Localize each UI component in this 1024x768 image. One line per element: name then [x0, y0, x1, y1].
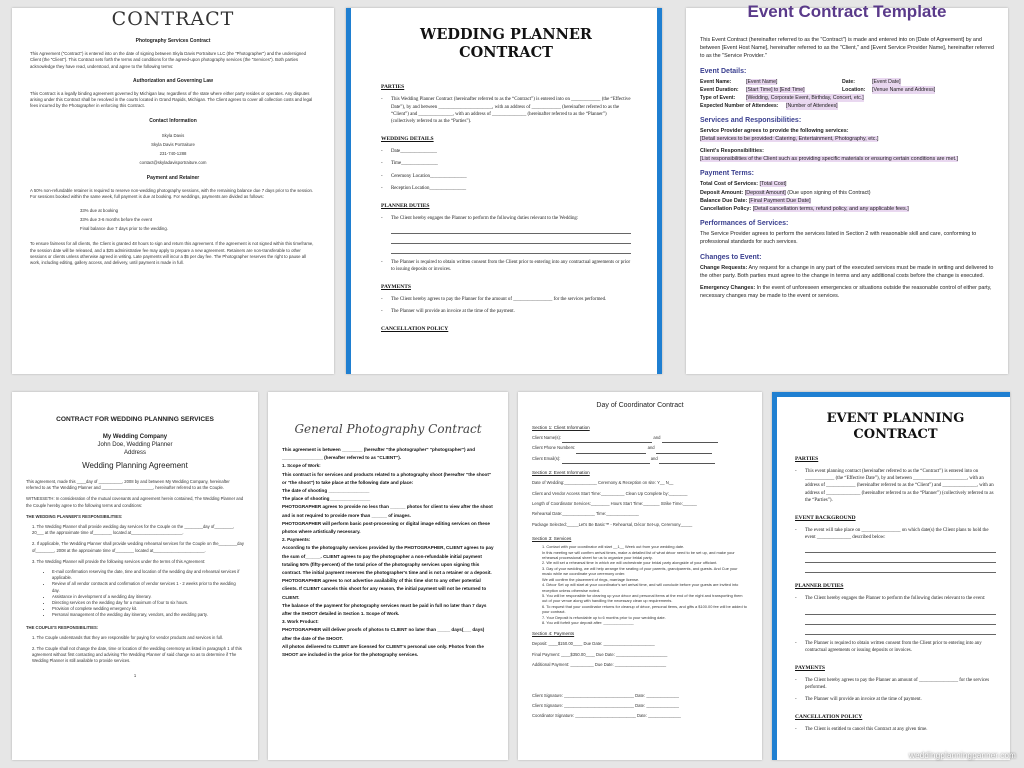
field-label: Event Duration:: [700, 86, 739, 93]
field-value: [Event Name]: [746, 78, 778, 85]
list-item: • Assistance in development of a wedding day itinerary.: [52, 594, 244, 600]
event-planning-contract-page: [772, 392, 1010, 760]
page-title: Day of Coordinator Contract: [596, 402, 684, 409]
form-row: Final Payment: ____$350.00____ Due Date: ______________________: [532, 651, 668, 657]
section-heading: Section 4: Payments: [532, 631, 575, 637]
wedding-planning-services-page: [12, 392, 258, 760]
contact-line: 231-740-1288: [159, 150, 187, 156]
intro-paragraph: This Event Contract (hereinafter referred to as the "Contract") is made and entered into on [Date of Agreement] by and between [Event Host Name], hereinafter referred to as the "Client," and [Event Service Provider Name], hereinafter referred to as the "Service Provider.": [700, 37, 994, 60]
field-value: [Venue Name and Address]: [872, 86, 936, 93]
field-row: [700, 78, 994, 86]
day-of-coordinator-contract-page: [518, 392, 762, 760]
section-heading: Payment and Retainer: [146, 174, 200, 181]
page-title: CONTRACT FOR WEDDING PLANNING SERVICES: [56, 416, 214, 423]
blank-line: [562, 459, 650, 464]
parties-clause: - This Wedding Planner Contract (hereinafter referred to as the “Contract”) is entered into on ____________ (the “Effective Date”), by and between ______________________, with an address of ____________ (hereinafter referred to as the “Client”) and ______________, with an address of ______________ (hereinafter referred to as the “Planner”) (collectively referred to as the “Parties”).: [381, 96, 631, 126]
section-heading: PLANNER DUTIES: [795, 583, 844, 590]
page-title: General Photography Contract: [294, 422, 482, 436]
field-note: (Due upon signing of this Contract): [787, 189, 871, 196]
duties-clause: - The Client hereby engages the Planner to perform the following duties relevant to the event:: [795, 595, 996, 602]
blank-line: [805, 628, 996, 635]
payment-row: [700, 189, 994, 197]
field-label: Event Name:: [700, 78, 732, 85]
contract-paragraph: PHOTOGRAPHER will perform basic post-processing or digital image editing services on these photos where artistically necessary.: [282, 520, 490, 535]
detail-field: - Ceremony Location_______________: [381, 173, 631, 180]
form-row: Client Email(s): and: [532, 454, 748, 464]
blank-line: [805, 566, 996, 573]
payment-paragraph: A 50% non-refundable retainer is required to reserve non-wedding photography sessions, with the remaining balance due 7 days prior to the session. For sessions booked within the same week, full payment is due at booking. For weddings, payments are divided as follows:: [30, 187, 314, 200]
field-label: Expected Number of Attendees:: [700, 102, 779, 109]
list-item: • E-mail confirmation reserving the date, time and location of the wedding day and rehearsal services if applicable.: [52, 569, 244, 581]
section-heading: CANCELLATION POLICY: [795, 713, 863, 720]
section-heading: Services and Responsibilities:: [700, 116, 802, 124]
auth-paragraph: This Contract is a legally binding agreement governed by Michigan law, regardless of the state where either party resides or operates. Any disputes arising under this Contract shall be resolved in the courts located in Grand Rapids, Michigan. The Client agrees to cover all collection costs and legal fees incurred by the Photographer in enforcing this Contract.: [30, 90, 313, 109]
field-value: [Total Cost]: [759, 181, 787, 188]
field-row: [700, 102, 994, 110]
payment-clause: - The Client hereby agrees to pay the Planner an amount of ________________ for the services performed.: [795, 677, 996, 692]
field-value: [Detail cancellation terms, refund policy, and any applicable fees.]: [752, 206, 909, 213]
clause: 2. The Couple shall not change the date, time or location of the wedding ceremony as listed in paragraph 1 of this agreement without first contacting and advising The Wedding Planner of said change so as to determine if The Wedding Planner is still available to provide services.: [32, 646, 242, 664]
list-item: We will confirm the placement of rings, marriage license.: [542, 576, 640, 582]
section-heading: Performances of Services:: [700, 220, 789, 228]
list-item: 4. Décor Set up will start at your coordinator's set arrival time, and will conclude before your guests are invited into reception unless otherwise noted.: [542, 582, 739, 593]
clause: 1. The Wedding Planner shall provide wedding day services for the Couple on the ________day of________, 20___ at the approximate time of________ located at______________________.: [32, 524, 235, 536]
clause: 1. The Couple understands that they are responsible for paying for vendor products and services in full.: [32, 634, 224, 640]
form-label: Client Email(s):: [532, 455, 561, 461]
contract-paragraph: This agreement is between ________ (hereafter "the photographer" "photographer") and ________________ (hereafter referred to as "CLIENT").: [282, 447, 476, 461]
section-heading: PAYMENTS: [381, 283, 411, 290]
field-label: Service Provider agrees to provide the following services:: [700, 127, 849, 134]
watermark-text: weddingplanningpanner.com: [909, 751, 1016, 760]
change-paragraph: [700, 264, 994, 280]
form-row: Length of Coordinator Services:________ Hours Start Time:_______ Strike Time:______: [532, 501, 697, 507]
opening-paragraph: This agreement, made this ____day of __________, 2008 by and between My Wedding Company, hereinafter referred to as The Wedding Planner and ______________________, hereinafter referred to as the Couple.: [26, 479, 230, 491]
list-item: 8. You will forfeit your deposit after: ______________: [542, 619, 634, 625]
emergency-text: In the event of unforeseen emergencies or situations outside the reasonable control of either party, necessary changes may be made to the event or services.: [700, 285, 992, 300]
contact-line: contact@skyladavisportraiture.com: [139, 159, 207, 165]
company-address: Address: [123, 450, 146, 456]
field-label: Deposit Amount:: [700, 189, 744, 196]
emergency-paragraph: [700, 284, 994, 300]
section-heading: Section 3: Services: [532, 536, 572, 542]
change-text: Any request for a change in any part of the executed services must be made in writing and delivered to the other party. Both parties must agree to the change in terms and any additional costs before the change is executed.: [700, 264, 994, 279]
section-heading: EVENT BACKGROUND: [795, 514, 856, 521]
contract-subtitle: Photography Services Contract: [135, 38, 211, 44]
services-list: [26, 569, 244, 619]
form-row: Package Selected:_____Let's Be Basic™ - Rehearsal, Décor Set-up, Ceremony_____: [532, 521, 693, 527]
payment-clause: - The Client hereby agrees to pay the Planner for the amount of ________________ for the services performed.: [381, 296, 631, 303]
list-item: In this meeting we will confirm arrival times, make a detailed list of what décor need to be set up, and make your rehearsal processional sheet for us to organize your bridal party.: [542, 549, 735, 561]
payment-row: [700, 197, 994, 205]
duties-clause: - The Planner is required to obtain written consent from the Client prior to entering into any contractual agreements or issuing deposits or invoices.: [795, 640, 996, 655]
page-title: Event Contract Template: [747, 2, 947, 21]
section-heading: Payment Terms:: [700, 170, 754, 178]
general-photography-contract-page: [268, 392, 508, 760]
list-item: • Provision of complete wedding emergency kit.: [52, 606, 244, 612]
blank-line: [659, 459, 715, 464]
section-heading: PARTIES: [381, 84, 405, 91]
field-label: Total Cost of Services:: [700, 181, 759, 188]
payment-row: [700, 205, 994, 213]
blank-line: [391, 227, 631, 234]
contact-line: Skyla Davis: [161, 132, 185, 138]
field-label: Location:: [842, 86, 866, 93]
contract-paragraph: The date of shooting ________________: [282, 488, 370, 494]
form-row: Client and Vendor Access Start Time:__________ Clean Up Complete by:________: [532, 490, 688, 496]
detail-field: - Reception Location_______________: [381, 185, 631, 192]
agreement-heading: Wedding Planning Agreement: [82, 461, 188, 470]
schedule-item: 33% due 3-6 months before the event: [80, 217, 152, 223]
clause: 3. The Wedding Planner will provide the following services under the terms of this Agreement:: [32, 558, 206, 564]
signature-row: Client Signature: ______________________________ Date: ______________: [532, 702, 679, 708]
list-item: 1. Contact with your coordinator will start __1__ Week out from your wedding date.: [542, 544, 685, 550]
signature-row: Client Signature: ______________________________ Date: ______________: [532, 692, 679, 698]
contract-paragraph: 1. Scope of Work:: [282, 463, 321, 469]
intro-paragraph: This Agreement ("Contract") is entered into on the date of signing between Skyla Davis Portraiture LLC (the "Photographer") and the undersigned Client (the "Client"). This Contract sets forth the terms and conditions for the agreed-upon photography services (the "Services"). Both parties acknowledge they have read, understood, and agree to the following terms:: [30, 51, 307, 69]
clause: 2. If applicable, The Wedding Planner shall provide wedding rehearsal services for the Couple on the________day of________, 2008 at the approximate time of________ located at______________________.: [32, 541, 244, 553]
field-row: [700, 94, 994, 102]
page-title: EVENT PLANNING CONTRACT: [826, 411, 965, 443]
company-name: My Wedding Company: [102, 434, 168, 440]
section-heading: Contact Information: [149, 117, 197, 124]
planner-name: John Doe, Wedding Planner: [97, 442, 173, 448]
field-label: Cancellation Policy:: [700, 206, 752, 213]
field-label: Emergency Changes:: [700, 285, 756, 292]
form-label: Client Phone Numbers:: [532, 445, 576, 451]
field-label: Type of Event:: [700, 94, 736, 101]
section-heading: Authorization and Governing Law: [133, 77, 213, 84]
contract-paragraph: The place of shooting________________: [282, 496, 371, 502]
list-item: 5. You will be responsible for clearing up your décor and personal items at the end of the night and transporting them out of your venue along with handling the necessary clean up requirements.: [542, 592, 743, 604]
field-value: [Final Payment Due Date]: [748, 197, 811, 204]
cancel-clause: - The Client is entitled to cancel this Contract at any given time.: [795, 726, 996, 733]
field-value: [Number of Attendees]: [786, 102, 838, 109]
parties-clause: - This event planning contract (hereinafter referred to as the “Contract”) is entered into on ____________ (the “Effective Date”), by and between ______________________, with an address of ____________ (hereinafter referred to as the “Client”) and ______________, with an address of ______________ (hereinafter referred to as the “Planner”) (collectively referred to as the “Parties”).: [795, 468, 996, 505]
contract-paragraph: PHOTOGRAPHER will deliver proofs of photos to CLIENT no later than _____ days(___ days) after the date of the SHOOT.: [282, 627, 485, 641]
blank-line: [805, 618, 996, 625]
payment-schedule: [30, 206, 316, 233]
blank-line: [391, 237, 631, 244]
section-heading: Event Details:: [700, 67, 747, 75]
perf-paragraph: The Service Provider agrees to perform the services listed in Section 2 with reasonable skill and care, conforming to professional standards for such services.: [700, 231, 977, 246]
field-value: [Start Time] to [End Time]: [746, 86, 805, 93]
form-row: Client Phone Numbers: and: [532, 443, 748, 453]
contract-paragraph: PHOTOGRAPHER agrees to provide no less than ______ photos for client to view after the shoot and is not required to provide more than ______ of images.: [282, 504, 493, 518]
blank-line: [391, 247, 631, 254]
payment-clause: - The Planner will provide an invoice at the time of the payment.: [381, 308, 631, 315]
section-heading: Section 2: Event Information: [532, 470, 590, 476]
page-title: WEDDING PLANNER CONTRACT: [420, 26, 592, 62]
blank-line: [805, 608, 996, 615]
form-row: Deposit: ____$150.00____ Due Date: ______________________: [532, 641, 655, 647]
form-label: Client Name(s):: [532, 435, 562, 440]
schedule-item: Final balance due 7 days prior to the wedding.: [80, 226, 168, 232]
detail-field: - Date_______________: [381, 148, 631, 155]
services-list: [532, 544, 748, 625]
list-item: 3. Day of your wedding, we will help arrange the seating of your parents, grandparents, and guests. And Cue your music while we coordinate your ceremony order.: [542, 565, 738, 577]
payment-clause: - The Planner will provide an invoice at the time of payment.: [795, 696, 996, 703]
contact-line: Skyla Davis Portraiture: [151, 141, 195, 147]
list-item: 2. We will set a rehearsal time in which we will orchestrate your bridal party alongside of your officiant.: [542, 560, 718, 566]
list-item: 6. To request that your coordinator returns for cleanup of décor, personal items, and gifts a $100.00 fee will be added to your contract.: [542, 603, 747, 615]
schedule-item: 33% due at booking: [80, 208, 118, 214]
field-value: [Wedding, Corporate Event, Birthday, Concert, etc.]: [746, 94, 864, 101]
section-heading: Changes to Event:: [700, 253, 762, 261]
section-heading: PARTIES: [795, 455, 819, 462]
field-label: Change Requests:: [700, 264, 748, 271]
form-row: Rehearsal Date:______________ Time:______________: [532, 511, 639, 517]
field-value: [Deposit Amount]: [744, 189, 786, 196]
section-heading: PLANNER DUTIES: [381, 202, 430, 209]
field-value: [List responsibilities of the Client such as providing specific materials or ensuring certain conditions are met.]: [700, 156, 958, 163]
payment-row: [700, 180, 994, 188]
detail-field: - Time_______________: [381, 160, 631, 167]
field-row: [700, 86, 994, 94]
duties-clause: - The Client hereby engages the Planner to perform the following duties relevant to the Wedding:: [381, 215, 631, 222]
section-heading: PAYMENTS: [795, 664, 825, 671]
event-contract-template-page: [686, 2, 1008, 374]
duties-clause: - The Planner is required to obtain written consent from the Client prior to entering into any contractual agreements or prior to issuing deposits or invoices.: [381, 259, 631, 274]
contact-block: [30, 131, 316, 167]
section-heading: CANCELLATION POLICY: [381, 325, 449, 332]
photography-contract-page: [12, 8, 334, 374]
field-value: [Detail services to be provided: Catering, Entertainment, Photography, etc.]: [700, 135, 879, 142]
contract-paragraph: According to the photography services provided by the PHOTOGRAPHER, CLIENT agrees to pay the sum of______. CLIENT agrees to pay the photographer a non-refundable initial payment totaling 50% (fifty-percent) of the total price of the photography services upon signing this contract. The initial payment reserves the photographer's time and is not a retainer or a deposit. PHOTOGRAPHER agrees to not advertise availability of this time slot to any other potential clients. If CLIENT cancels this shoot for any reason, the initial payment will not be returned to CLIENT.: [282, 545, 494, 600]
section-heading: Section 1: Client Information: [532, 425, 590, 430]
list-item: • Personal management of the wedding day itinerary, vendors, and the wedding party.: [52, 612, 244, 618]
blank-line: [805, 556, 996, 563]
witness-paragraph: WITNESSETH: In consideration of the mutual covenants and agreement herein contained, The Wedding Planner and the Couple hereby agree to the following terms and conditions:: [26, 496, 244, 508]
contract-paragraph: 2. Payments:: [282, 537, 311, 543]
list-item: 7. Your Deposit is refundable up to 6 months prior to your wedding date.: [542, 614, 666, 620]
page-number: 1: [133, 672, 137, 678]
field-label: Client's Responsibilities:: [700, 148, 764, 155]
signature-row: Coordinator Signature: __________________________ Date: ______________: [532, 713, 681, 719]
form-row: Additional Payment: __________ Due Date: ______________________: [532, 662, 667, 668]
contract-paragraph: All photos delivered to CLIENT are licensed for CLIENT's personal use only. Photos from the SHOOT are included in the price for the photography services.: [282, 643, 484, 658]
contract-paragraph: 3. Work Product:: [282, 619, 319, 625]
blank-line: [805, 546, 996, 553]
list-item: • Directing services on the wedding day for a maximum of four to six hours.: [52, 600, 244, 606]
background-clause: - The event will take place on ________________ on which date(s) the Client plans to hold the event ______________ described below:: [795, 527, 996, 542]
field-label: Balance Due Date:: [700, 197, 748, 204]
wedding-planner-contract-page: [346, 8, 662, 374]
page-title: CONTRACT: [111, 8, 235, 30]
contract-paragraph: The balance of the payment for photography services must be paid in full no later than 7 days after the SHOOT detailed in Section 1. Scope of Work.: [282, 602, 487, 617]
field-value: [Event Date]: [872, 78, 901, 85]
contract-paragraph: This contract is for services and products related to a photography shoot (hereafter "the shoot" or "the shoot") to take place at the following date and place:: [282, 471, 492, 485]
form-row: Client Name(s): and: [532, 433, 748, 443]
closing-paragraph: To ensure fairness for all clients, the Client is granted 48 hours to sign and return this agreement. If the agreement is not signed within this timeframe, the session date will be released, and a $25 administrative fee may apply to prepare a new agreement. Retainers are non-transferable to other sessions or clients unless otherwise agreed in writing. Late payments will incur a $5 per day fee. The Photographer reserves the right to pause all work, including editing, gallery access, and delivery, until payment is made in full.: [30, 241, 314, 266]
section-heading: WEDDING DETAILS: [381, 135, 434, 142]
form-row: Date of Wedding:______________ Ceremony & Reception on site: Y__ N__: [532, 480, 674, 486]
field-label: Date:: [842, 78, 855, 85]
section-heading: THE WEDDING PLANNER'S RESPONSIBILITIES:: [26, 513, 123, 519]
list-item: • Review of all vendor contracts and confirmation of vendor services 1 - 2 weeks prior to the wedding day.: [52, 581, 244, 593]
section-heading: THE COUPLE'S RESPONSIBILITIES:: [26, 624, 99, 630]
